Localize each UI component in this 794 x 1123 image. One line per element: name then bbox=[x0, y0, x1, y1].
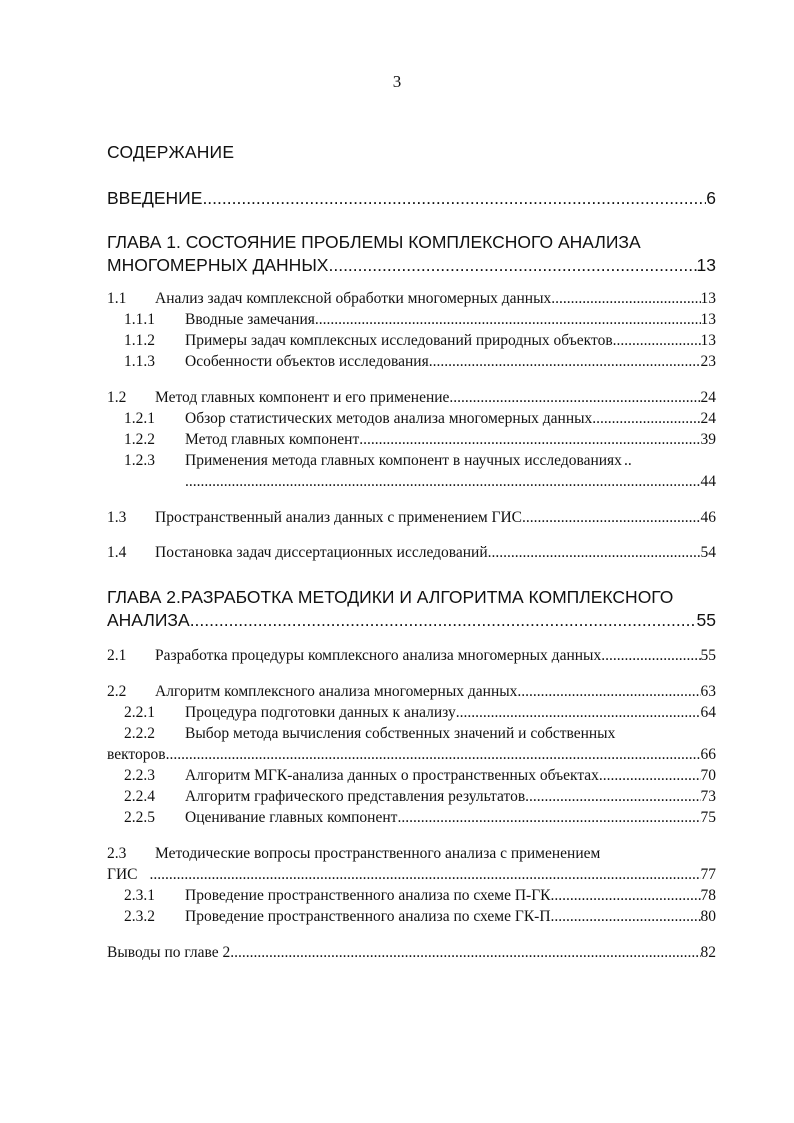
toc-subsection-2-2-4[interactable] bbox=[124, 788, 716, 806]
toc-section-1-2[interactable] bbox=[107, 389, 716, 407]
toc-section-1-4[interactable] bbox=[107, 544, 716, 562]
leader-dots bbox=[190, 610, 697, 631]
section-text: Пространственный анализ данных с применением ГИС bbox=[155, 509, 522, 526]
section-text: Оценивание главных компонент bbox=[185, 809, 398, 826]
leader-dots bbox=[315, 311, 701, 329]
entry-page: 77 bbox=[700, 866, 716, 883]
section-text: Проведение пространственного анализа по схеме П-ГК bbox=[185, 887, 551, 904]
entry-page: 6 bbox=[706, 188, 716, 208]
section-number: 1.1 bbox=[107, 290, 127, 307]
leader-dots bbox=[230, 944, 700, 962]
section-text: Вводные замечания bbox=[185, 311, 315, 328]
entry-page: 82 bbox=[700, 944, 716, 961]
section-number: 2.2.3 bbox=[124, 767, 155, 784]
trailing-dots: .. bbox=[623, 452, 632, 469]
toc-subsection-2-3-2[interactable] bbox=[124, 908, 716, 926]
section-text: Выбор метода вычисления собственных значений и собственных bbox=[185, 725, 616, 742]
entry-page: 75 bbox=[700, 809, 716, 826]
toc-subsection-1-2-1[interactable] bbox=[124, 410, 716, 428]
section-text-cont: векторов bbox=[107, 746, 166, 763]
leader-dots bbox=[328, 255, 696, 276]
section-text: Обзор статистических методов анализа многомерных данных bbox=[185, 410, 593, 427]
toc-section-2-3[interactable] bbox=[107, 845, 716, 863]
leader-dots bbox=[488, 544, 701, 562]
section-number: 2.2.5 bbox=[124, 809, 155, 826]
section-number: 2.3 bbox=[107, 845, 127, 862]
entry-page: 13 bbox=[696, 255, 716, 275]
section-text: Разработка процедуры комплексного анализа многомерных данных bbox=[155, 647, 602, 664]
entry-page: 78 bbox=[700, 887, 716, 904]
entry-page: 23 bbox=[700, 353, 716, 370]
section-number: 1.4 bbox=[107, 544, 127, 561]
entry-page: 39 bbox=[700, 431, 716, 448]
entry-page: 44 bbox=[700, 473, 716, 490]
leader-dots bbox=[150, 866, 701, 884]
toc-subsection-2-2-1[interactable] bbox=[124, 704, 716, 722]
entry-text: Выводы по главе 2 bbox=[107, 944, 231, 961]
chapter-title: ГЛАВА 1. СОСТОЯНИЕ ПРОБЛЕМЫ КОМПЛЕКСНОГО АНАЛИЗА bbox=[107, 232, 641, 252]
toc-subsection-1-1-3[interactable] bbox=[124, 353, 716, 371]
section-text-cont: ГИС bbox=[107, 866, 138, 883]
entry-page: 70 bbox=[700, 767, 716, 784]
leader-dots bbox=[517, 683, 700, 701]
section-text: Анализ задач комплексной обработки многомерных данных bbox=[155, 290, 552, 307]
leader-dots bbox=[551, 908, 701, 926]
toc-subsection-1-1-1[interactable] bbox=[124, 311, 716, 329]
toc-section-1-1[interactable] bbox=[107, 290, 716, 308]
toc-section-2-3-cont[interactable] bbox=[107, 866, 716, 884]
entry-page: 64 bbox=[700, 704, 716, 721]
section-text: Постановка задач диссертационных исследований bbox=[155, 544, 488, 561]
section-text: Метод главных компонент bbox=[185, 431, 360, 448]
leader-dots bbox=[449, 389, 700, 407]
section-number: 1.2.1 bbox=[124, 410, 155, 427]
toc-chapter-1-line2[interactable] bbox=[107, 255, 716, 276]
leader-dots bbox=[592, 410, 700, 428]
leader-dots bbox=[185, 473, 701, 491]
section-number: 2.2.2 bbox=[124, 725, 155, 742]
leader-dots bbox=[166, 746, 701, 764]
chapter-title-cont: АНАЛИЗА bbox=[107, 610, 190, 630]
section-text: Алгоритм комплексного анализа многомерных данных bbox=[155, 683, 518, 700]
entry-page: 66 bbox=[700, 746, 716, 763]
section-text: Примеры задач комплексных исследований природных объектов bbox=[185, 332, 613, 349]
leader-dots bbox=[551, 887, 701, 905]
section-number: 2.3.2 bbox=[124, 908, 155, 925]
entry-page: 55 bbox=[700, 647, 716, 664]
section-number: 2.3.1 bbox=[124, 887, 155, 904]
toc-subsection-2-2-2-cont[interactable] bbox=[107, 746, 716, 764]
section-number: 1.2 bbox=[107, 389, 127, 406]
leader-dots bbox=[522, 509, 701, 527]
leader-dots bbox=[599, 767, 701, 785]
leader-dots bbox=[202, 188, 706, 209]
toc-chapter-2-line2[interactable] bbox=[107, 610, 716, 631]
entry-page: 13 bbox=[700, 290, 716, 307]
entry-page: 24 bbox=[700, 389, 716, 406]
section-number: 1.1.1 bbox=[124, 311, 155, 328]
entry-page: 46 bbox=[700, 509, 716, 526]
leader-dots bbox=[551, 290, 700, 308]
toc-entry-conclusions-ch2[interactable] bbox=[107, 944, 716, 962]
entry-page: 55 bbox=[696, 610, 716, 630]
toc-section-2-2[interactable] bbox=[107, 683, 716, 701]
section-text: Проведение пространственного анализа по схеме ГК-П bbox=[185, 908, 551, 925]
leader-dots bbox=[613, 332, 701, 350]
leader-dots bbox=[525, 788, 700, 806]
toc-section-1-3[interactable] bbox=[107, 509, 716, 527]
entry-page: 54 bbox=[700, 544, 716, 561]
leader-dots bbox=[397, 809, 700, 827]
entry-page: 73 bbox=[700, 788, 716, 805]
section-number: 2.2 bbox=[107, 683, 127, 700]
toc-title: СОДЕРЖАНИЕ bbox=[107, 142, 235, 162]
toc-subsection-2-2-5[interactable] bbox=[124, 809, 716, 827]
section-number: 2.2.1 bbox=[124, 704, 155, 721]
section-text: Алгоритм МГК-анализа данных о пространственных объектах bbox=[185, 767, 599, 784]
entry-page: 13 bbox=[700, 311, 716, 328]
toc-entry-intro[interactable] bbox=[107, 188, 716, 209]
section-number: 2.2.4 bbox=[124, 788, 155, 805]
toc-chapter-2-line1[interactable] bbox=[107, 587, 716, 608]
page-number: 3 bbox=[392, 72, 402, 91]
entry-page: 24 bbox=[700, 410, 716, 427]
section-number: 1.1.3 bbox=[124, 353, 155, 370]
leader-dots bbox=[429, 353, 701, 371]
section-text: Особенности объектов исследования bbox=[185, 353, 429, 370]
section-text: Методические вопросы пространственного анализа с применением bbox=[155, 845, 601, 862]
section-text: Метод главных компонент и его применение bbox=[155, 389, 450, 406]
chapter-title-cont: МНОГОМЕРНЫХ ДАННЫХ bbox=[107, 255, 329, 275]
section-text: Алгоритм графического представления результатов bbox=[185, 788, 526, 805]
entry-page: 80 bbox=[700, 908, 716, 925]
toc-subsection-1-1-2[interactable] bbox=[124, 332, 716, 350]
entry-page: 63 bbox=[700, 683, 716, 700]
leader-dots bbox=[359, 431, 700, 449]
section-number: 1.2.3 bbox=[124, 452, 155, 469]
section-text: Процедура подготовки данных к анализу bbox=[185, 704, 456, 721]
toc-section-2-1[interactable] bbox=[107, 647, 716, 665]
section-number: 1.2.2 bbox=[124, 431, 155, 448]
section-text: Применения метода главных компонент в научных исследованиях bbox=[185, 452, 622, 469]
toc-subsection-2-2-3[interactable] bbox=[124, 767, 716, 785]
toc-subsection-1-2-2[interactable] bbox=[124, 431, 716, 449]
toc-subsection-2-3-1[interactable] bbox=[124, 887, 716, 905]
entry-page: 13 bbox=[700, 332, 716, 349]
toc-subsection-1-2-3-cont[interactable] bbox=[185, 473, 716, 491]
toc-subsection-2-2-2[interactable] bbox=[124, 725, 716, 743]
section-number: 1.1.2 bbox=[124, 332, 155, 349]
toc-subsection-1-2-3[interactable] bbox=[124, 452, 716, 470]
leader-dots bbox=[601, 647, 700, 665]
leader-dots bbox=[456, 704, 701, 722]
toc-chapter-1-line1[interactable] bbox=[107, 232, 716, 253]
chapter-title: ГЛАВА 2.РАЗРАБОТКА МЕТОДИКИ И АЛГОРИТМА КОМПЛЕКСНОГО bbox=[107, 587, 674, 607]
section-number: 1.3 bbox=[107, 509, 127, 526]
section-number: 2.1 bbox=[107, 647, 127, 664]
entry-text: ВВЕДЕНИЕ bbox=[107, 188, 203, 208]
